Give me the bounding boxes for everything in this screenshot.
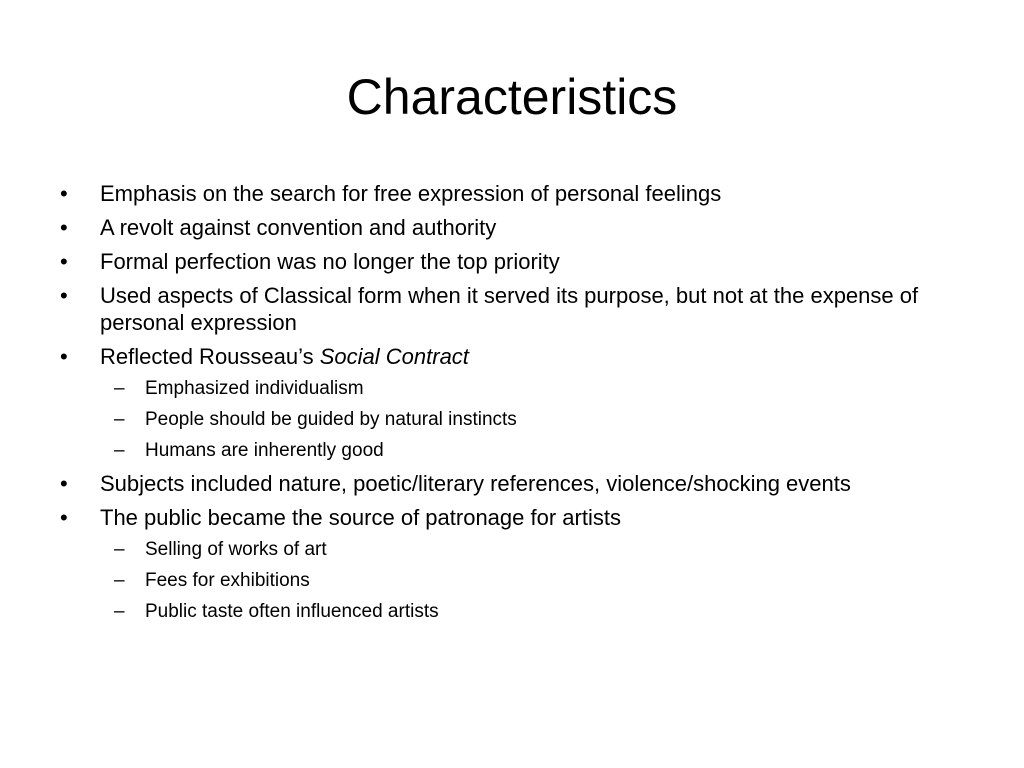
sub-bullet-item xyxy=(0,569,1024,593)
bullet-text: Emphasis on the search for free expression of personal feelings xyxy=(100,181,722,206)
sub-bullet-item xyxy=(0,600,1024,624)
slide-title: Characteristics xyxy=(346,69,678,125)
dash-icon: – xyxy=(114,570,125,591)
sub-bullet-text: Humans are inherently good xyxy=(145,440,384,461)
bullet-text: Used aspects of Classical form when it served its purpose, but not at the expense of personal expression xyxy=(100,283,919,335)
bullet-item xyxy=(0,343,1024,370)
dash-icon: – xyxy=(114,539,125,560)
dash-icon: – xyxy=(114,601,125,622)
bullet-list xyxy=(0,180,1024,631)
bullet-icon: • xyxy=(60,181,68,206)
sub-bullet-item xyxy=(0,538,1024,562)
bullet-icon: • xyxy=(60,471,68,496)
bullet-item xyxy=(0,470,1024,497)
bullet-item xyxy=(0,248,1024,275)
bullet-item xyxy=(0,180,1024,207)
dash-icon: – xyxy=(114,378,125,399)
bullet-icon: • xyxy=(60,505,68,530)
bullet-text: A revolt against convention and authority xyxy=(100,215,497,240)
dash-icon: – xyxy=(114,409,125,430)
bullet-text: The public became the source of patronage for artists xyxy=(100,505,621,530)
bullet-text-plain: Reflected Rousseau’s xyxy=(100,344,320,369)
bullet-icon: • xyxy=(60,344,68,369)
bullet-text-italic: Social Contract xyxy=(319,344,469,369)
sub-bullet-text: Fees for exhibitions xyxy=(145,570,310,591)
sub-bullet-item xyxy=(0,408,1024,432)
bullet-icon: • xyxy=(60,215,68,240)
bullet-icon: • xyxy=(60,249,68,274)
bullet-text xyxy=(100,344,469,369)
sub-bullet-text: People should be guided by natural instincts xyxy=(145,409,517,430)
bullet-text: Subjects included nature, poetic/literary references, violence/shocking events xyxy=(100,471,851,496)
sub-bullet-text: Emphasized individualism xyxy=(145,378,364,399)
bullet-text: Formal perfection was no longer the top priority xyxy=(100,249,560,274)
bullet-item xyxy=(0,282,1024,336)
sub-bullet-text: Public taste often influenced artists xyxy=(145,601,439,622)
dash-icon: – xyxy=(114,440,125,461)
bullet-item xyxy=(0,214,1024,241)
sub-bullet-text: Selling of works of art xyxy=(145,539,327,560)
bullet-item xyxy=(0,504,1024,531)
bullet-icon: • xyxy=(60,283,68,308)
sub-bullet-item xyxy=(0,439,1024,463)
sub-bullet-item xyxy=(0,377,1024,401)
